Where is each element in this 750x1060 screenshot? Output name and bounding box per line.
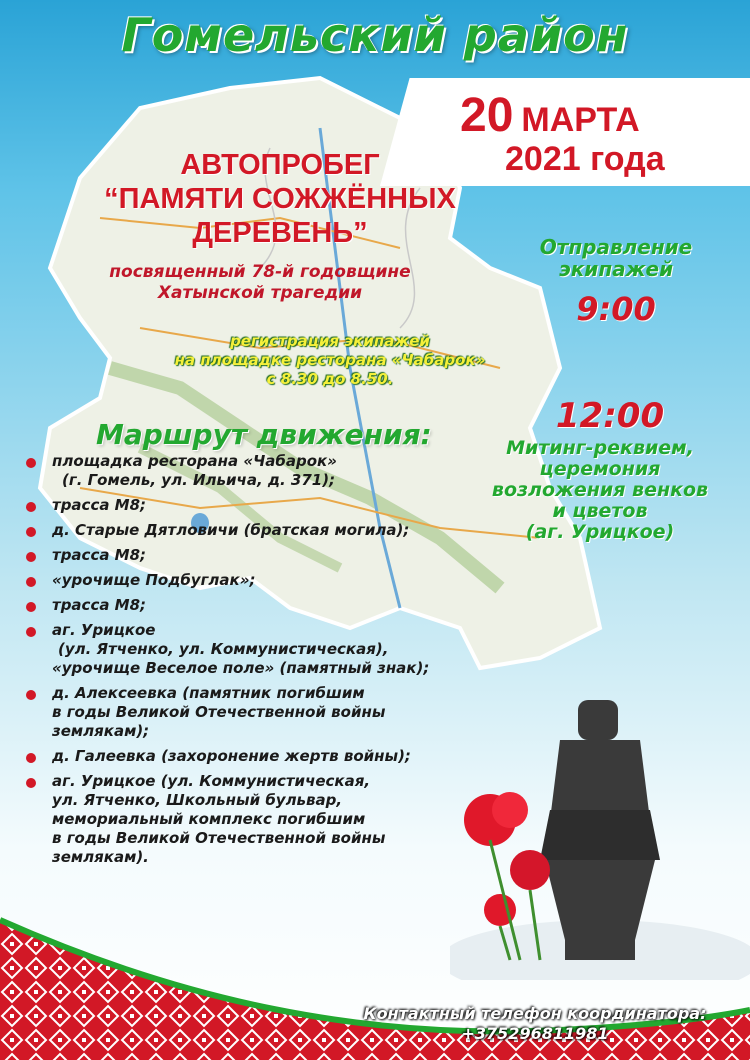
route-line: ул. Ятченко, Школьный бульвар, (52, 791, 343, 809)
route-list (26, 452, 496, 873)
bullet-icon (26, 552, 36, 562)
event-subtitle-line: посвященный 78-й годовщине (109, 262, 411, 282)
event-title-line: “ПАМЯТИ СОЖЖЁННЫХ (104, 183, 456, 215)
bullet-icon (26, 690, 36, 700)
date-month: МАРТА (521, 101, 640, 139)
contact-phone[interactable]: +375296811981 (461, 1024, 609, 1043)
route-line: трасса М8; (52, 546, 147, 564)
rally-line: церемония (539, 458, 661, 480)
bullet-icon (26, 778, 36, 788)
rally-line: и цветов (552, 500, 648, 522)
event-title-line: ДЕРЕВЕНЬ” (192, 217, 368, 249)
registration-line: регистрация экипажей (230, 332, 430, 350)
event-subtitle-line: Хатынской трагедии (157, 283, 363, 303)
departure-label (496, 236, 736, 280)
date-year: 2021 года (505, 140, 665, 178)
route-line: трасса М8; (52, 496, 147, 514)
route-line: аг. Урицкое (52, 621, 156, 639)
route-line: д. Старые Дятловичи (братская могила); (52, 521, 410, 539)
bullet-icon (26, 602, 36, 612)
bullet-icon (26, 577, 36, 587)
contact-info (330, 1004, 740, 1044)
route-line: д. Алексеевка (памятник погибшим (52, 684, 365, 702)
bullet-icon (26, 627, 36, 637)
route-item (26, 684, 496, 741)
rally-time: 12:00 (555, 396, 665, 436)
registration-line: на площадке ресторана «Чабарок» (174, 351, 486, 369)
rally-line: Митинг-реквием, (506, 437, 694, 459)
registration-info (120, 332, 540, 389)
route-item (26, 571, 496, 590)
date-day: 20 (460, 89, 514, 142)
route-line: «урочище Веселое поле» (памятный знак); (52, 659, 430, 677)
rally-line: возложения венков (491, 479, 709, 501)
route-line: землякам). (52, 848, 149, 866)
route-line: землякам); (52, 722, 150, 740)
route-item (26, 596, 496, 615)
route-item (26, 747, 496, 766)
event-title (100, 148, 460, 250)
route-line: трасса М8; (52, 596, 147, 614)
event-subtitle (60, 262, 460, 304)
monument-image (450, 660, 750, 980)
bullet-icon (26, 527, 36, 537)
route-line: мемориальный комплекс погибшим (52, 810, 366, 828)
event-date (460, 88, 640, 143)
route-line: в годы Великой Отечественной войны (52, 703, 386, 721)
bullet-icon (26, 458, 36, 468)
bullet-icon (26, 502, 36, 512)
route-item (26, 546, 496, 565)
departure-label-line: экипажей (558, 257, 674, 281)
event-title-line: АВТОПРОБЕГ (180, 149, 380, 181)
route-line: «урочище Подбуглак»; (52, 571, 256, 589)
departure-time: 9:00 (576, 290, 656, 328)
page-title: Гомельский район (121, 8, 629, 62)
route-line: в годы Великой Отечественной войны (52, 829, 386, 847)
route-title: Маршрут движения: (96, 418, 432, 451)
route-line: (ул. Ятченко, ул. Коммунистическая), (58, 640, 389, 658)
route-line: д. Галеевка (захоронение жертв войны); (52, 747, 411, 765)
registration-line: с 8.30 до 8.50. (266, 370, 394, 388)
rally-line: (аг. Урицкое) (525, 521, 675, 543)
route-item (26, 521, 496, 540)
route-line: аг. Урицкое (ул. Коммунистическая, (52, 772, 371, 790)
route-item (26, 496, 496, 515)
route-line: (г. Гомель, ул. Ильича, д. 371); (62, 471, 336, 489)
departure-label-line: Отправление (539, 235, 693, 259)
route-item (26, 772, 496, 867)
route-line: площадка ресторана «Чабарок» (52, 452, 337, 470)
bullet-icon (26, 753, 36, 763)
route-item (26, 452, 496, 490)
route-item (26, 621, 496, 678)
contact-label: Контактный телефон координатора: (363, 1004, 707, 1023)
